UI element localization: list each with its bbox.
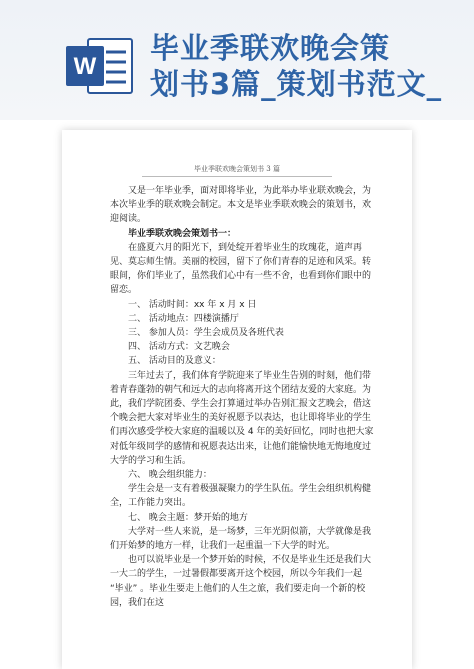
body-paragraph: 也可以说毕业是一个梦开始的时候，不仅是毕业生还是我们大一大二的学生，一过暑假都要离开这个校园，所以今年我们一起 “毕业” 。毕业生要走上他们的人生之旅，我们要走向一个新的校园，我们在这 [110,555,372,608]
document-body [110,184,378,610]
document-header: 毕业季联欢晚会策划书 3 篇 [194,165,280,173]
list-item-time: 一、 活动时间：xx 年 x 月 x 日 [128,299,257,310]
list-item-location: 二、 活动地点：四楼演播厅 [128,313,239,324]
header-divider [142,176,332,177]
list-item-purpose: 五、 活动目的及意义： [128,356,221,367]
list-item-format: 四、 活动方式：文艺晚会 [128,342,230,353]
list-item-theme: 七、 晚会主题：梦开始的地方 [128,512,248,523]
banner-title [150,30,470,102]
list-item-organization: 六、 晚会组织能力： [128,470,212,481]
banner-title-line-2: 划书3篇_策划书范文_ [150,67,443,101]
list-item-participants: 三、 参加人员：学生会成员及各班代表 [128,328,284,339]
body-paragraph: 在盛夏六月的阳光下，到处绽开着毕业生的玫瑰花，道声再见、莫忘师生情。美丽的校园，留下了你们青春的足迹和风采。转眼间，你们毕业了，虽然我们心中有一些不舍，也看到你们眼中的留恋。 [110,242,372,296]
word-doc-icon [66,36,134,96]
document-page [62,130,412,669]
word-icon-letter: W [73,53,97,80]
title-banner [0,0,474,120]
section-heading: 毕业季联欢晚会策划书一： [128,228,237,239]
body-paragraph: 大学对一些人来说，是一场梦，三年光阴似箭，大学就像是我们开始梦的地方一样，让我们一起重温一下大学的时光。 [110,526,372,552]
body-paragraph: 三年过去了，我们体育学院迎来了毕业生告别的时刻，他们带着青春蓬勃的朝气和远大的志向将离开这个团结友爱的大家庭。为此，我们学院团委、学生会打算通过举办告别汇报文艺晚会，借这个晚会把大家对毕业生的美好祝愿予以表达，也让即将毕业的学生们再次感受学校大家庭的温暖以及 4 年的美好回忆，同时也把大家对低年级同学的感情和祝愿表达出来，让他们能愉快地无悔地度过大学的学习和生活。 [110,370,374,466]
intro-paragraph: 又是一年毕业季，面对即将毕业，为此举办毕业联欢晚会，为本次毕业季的联欢晚会制定。本文是毕业季联欢晚会的策划书，欢迎阅读。 [110,186,372,225]
banner-title-line-1: 毕业季联欢晚会策 [150,31,391,65]
body-paragraph: 学生会是一支有着极强凝聚力的学生队伍。学生会组织机构健全，工作能力突出。 [110,484,372,509]
